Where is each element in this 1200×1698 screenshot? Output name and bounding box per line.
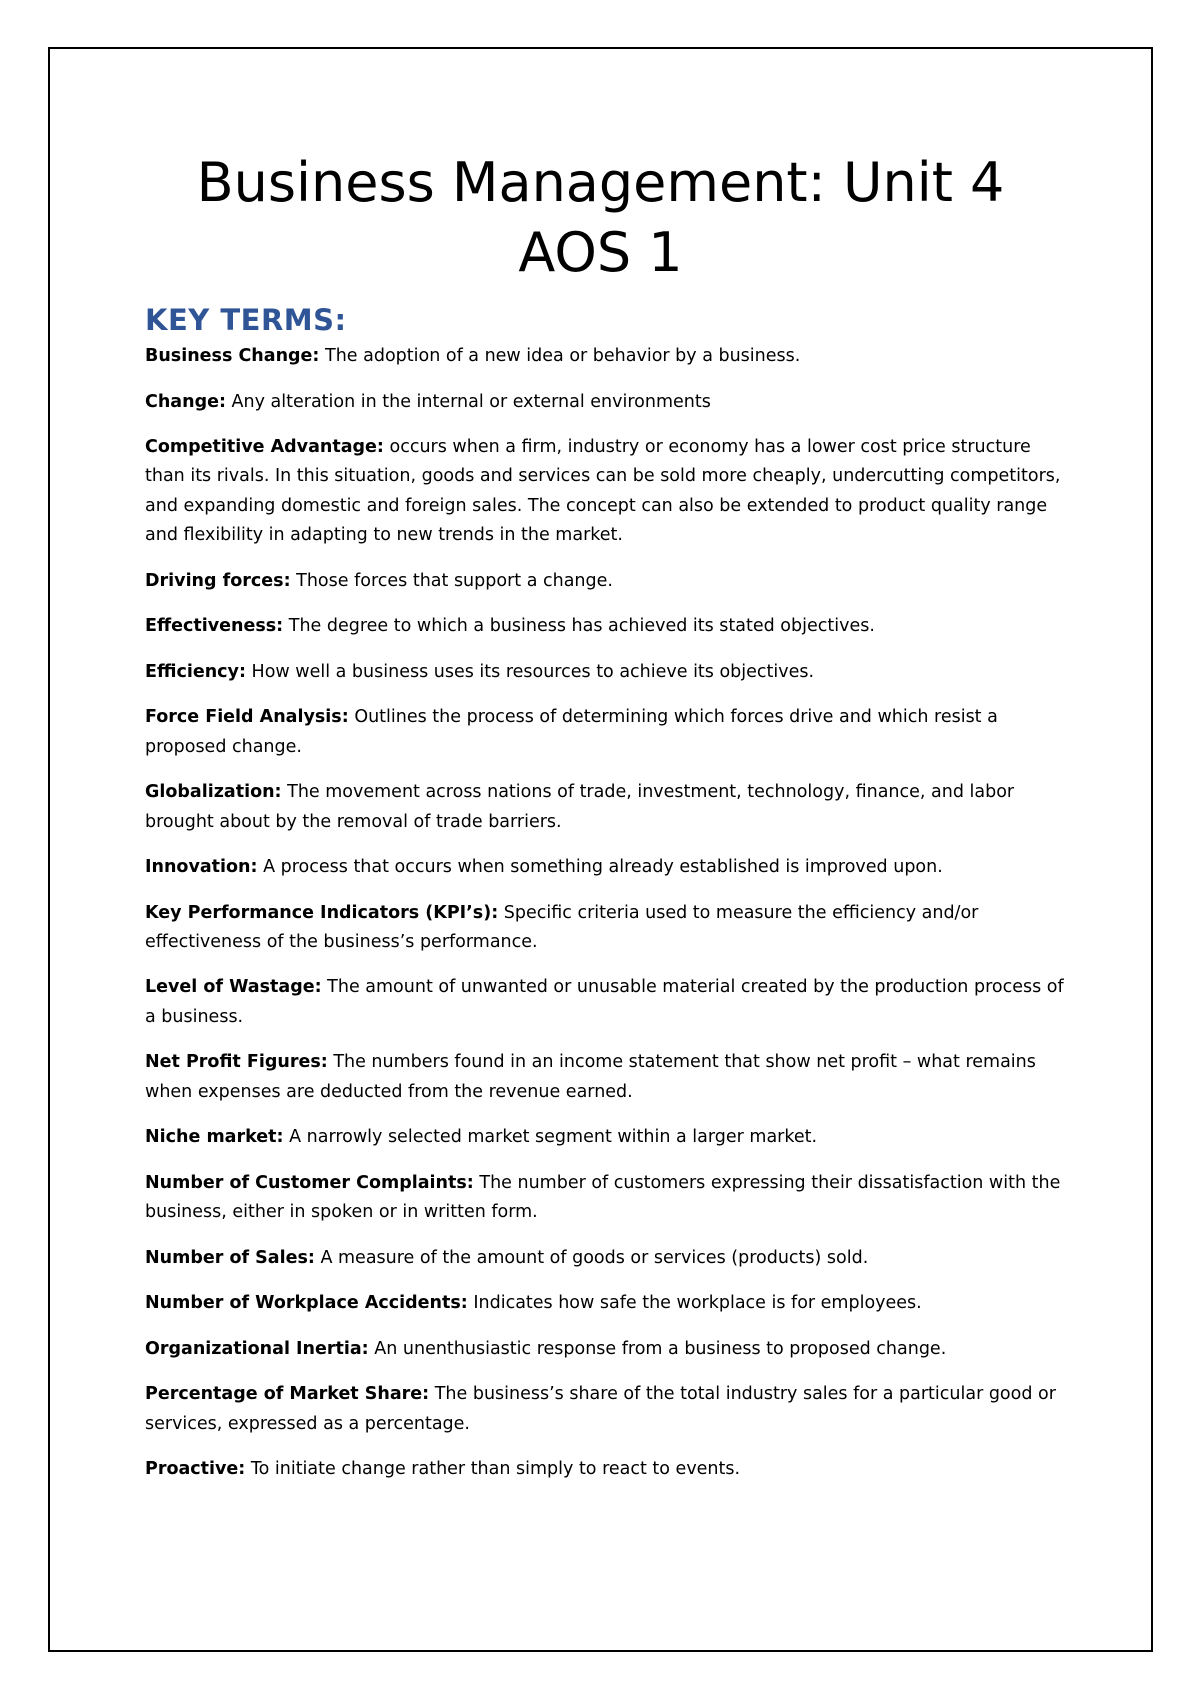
term-definition: Indicates how safe the workplace is for employees. bbox=[473, 1293, 922, 1314]
term-definition: How well a business uses its resources to achieve its objectives. bbox=[251, 661, 815, 682]
term-name: Niche market: bbox=[145, 1127, 284, 1148]
term-name: Number of Customer Complaints: bbox=[145, 1172, 474, 1193]
term-entry bbox=[145, 1169, 1065, 1228]
term-name: Driving forces: bbox=[145, 570, 291, 591]
term-definition: Outlines the process of determining which forces drive and which resist a proposed change. bbox=[145, 707, 998, 757]
term-definition: The business’s share of the total industry sales for a particular good or services, expressed as a percentage. bbox=[145, 1384, 1056, 1434]
term-entry bbox=[145, 433, 1065, 551]
term-definition: A measure of the amount of goods or services (products) sold. bbox=[320, 1247, 869, 1268]
term-name: Competitive Advantage: bbox=[145, 437, 384, 457]
title-line-2: AOS 1 bbox=[518, 221, 683, 284]
term-definition: Any alteration in the internal or external environments bbox=[231, 391, 711, 412]
term-name: Efficiency: bbox=[145, 661, 246, 682]
title-line-1: Business Management: Unit 4 bbox=[196, 151, 1005, 214]
term-definition: The amount of unwanted or unusable material created by the production process of a business. bbox=[145, 977, 1064, 1027]
term-definition: To initiate change rather than simply to react to events. bbox=[250, 1459, 741, 1480]
term-entry bbox=[145, 1455, 1065, 1484]
term-name: Net Profit Figures: bbox=[145, 1052, 328, 1073]
term-entry bbox=[145, 973, 1065, 1032]
term-definition: The numbers found in an income statement that show net profit – what remains when expenses are deducted from the revenue earned. bbox=[145, 1052, 1036, 1102]
term-name: Percentage of Market Share: bbox=[145, 1384, 430, 1405]
term-name: Number of Sales: bbox=[145, 1247, 315, 1268]
term-entry bbox=[145, 388, 1065, 417]
term-entry bbox=[145, 1123, 1065, 1152]
term-name: Organizational Inertia: bbox=[145, 1338, 369, 1359]
term-name: Proactive: bbox=[145, 1459, 246, 1480]
term-definition: Specific criteria used to measure the efficiency and/or effectiveness of the business’s performance. bbox=[145, 902, 979, 952]
term-name: Effectiveness: bbox=[145, 616, 284, 637]
term-name: Force Field Analysis: bbox=[145, 707, 349, 728]
term-entry bbox=[145, 612, 1065, 641]
term-definition: occurs when a firm, industry or economy has a lower cost price structure than its rivals. In this situation, goods and services can be sold more cheaply, undercutting competitors, and expanding domestic and foreign sales. The concept can also be extended to product quality range and flexibility in adapting to new trends in the market. bbox=[145, 437, 1061, 546]
term-entry bbox=[145, 658, 1065, 687]
term-definition: A process that occurs when something already established is improved upon. bbox=[263, 857, 943, 878]
term-entry bbox=[145, 703, 1065, 762]
term-definition: Those forces that support a change. bbox=[296, 570, 613, 591]
term-definition: An unenthusiastic response from a business to proposed change. bbox=[374, 1338, 947, 1359]
term-entry bbox=[145, 1335, 1065, 1364]
term-entry bbox=[145, 778, 1065, 837]
term-name: Level of Wastage: bbox=[145, 977, 322, 998]
term-name: Business Change: bbox=[145, 346, 320, 366]
term-entry bbox=[145, 899, 1065, 958]
term-name: Change: bbox=[145, 391, 226, 412]
term-entry bbox=[145, 1380, 1065, 1439]
term-definition: The adoption of a new idea or behavior by a business. bbox=[325, 346, 801, 366]
page-title bbox=[48, 148, 1153, 288]
term-name: Globalization: bbox=[145, 782, 282, 803]
term-name: Innovation: bbox=[145, 857, 258, 878]
term-entry bbox=[145, 567, 1065, 596]
term-entry bbox=[145, 853, 1065, 882]
term-definition: The movement across nations of trade, investment, technology, finance, and labor brought about by the removal of trade barriers. bbox=[145, 782, 1015, 832]
key-terms-heading: KEY TERMS: bbox=[145, 303, 347, 337]
term-definition: A narrowly selected market segment within a larger market. bbox=[289, 1127, 818, 1148]
term-name: Key Performance Indicators (KPI’s): bbox=[145, 902, 499, 923]
term-entry bbox=[145, 1048, 1065, 1107]
key-terms-list bbox=[145, 342, 1065, 1501]
term-definition: The degree to which a business has achieved its stated objectives. bbox=[288, 616, 875, 637]
term-entry bbox=[145, 1289, 1065, 1318]
term-name: Number of Workplace Accidents: bbox=[145, 1293, 468, 1314]
term-entry bbox=[145, 342, 1065, 371]
term-definition: The number of customers expressing their dissatisfaction with the business, either in spoken or in written form. bbox=[145, 1172, 1061, 1223]
term-entry bbox=[145, 1244, 1065, 1273]
